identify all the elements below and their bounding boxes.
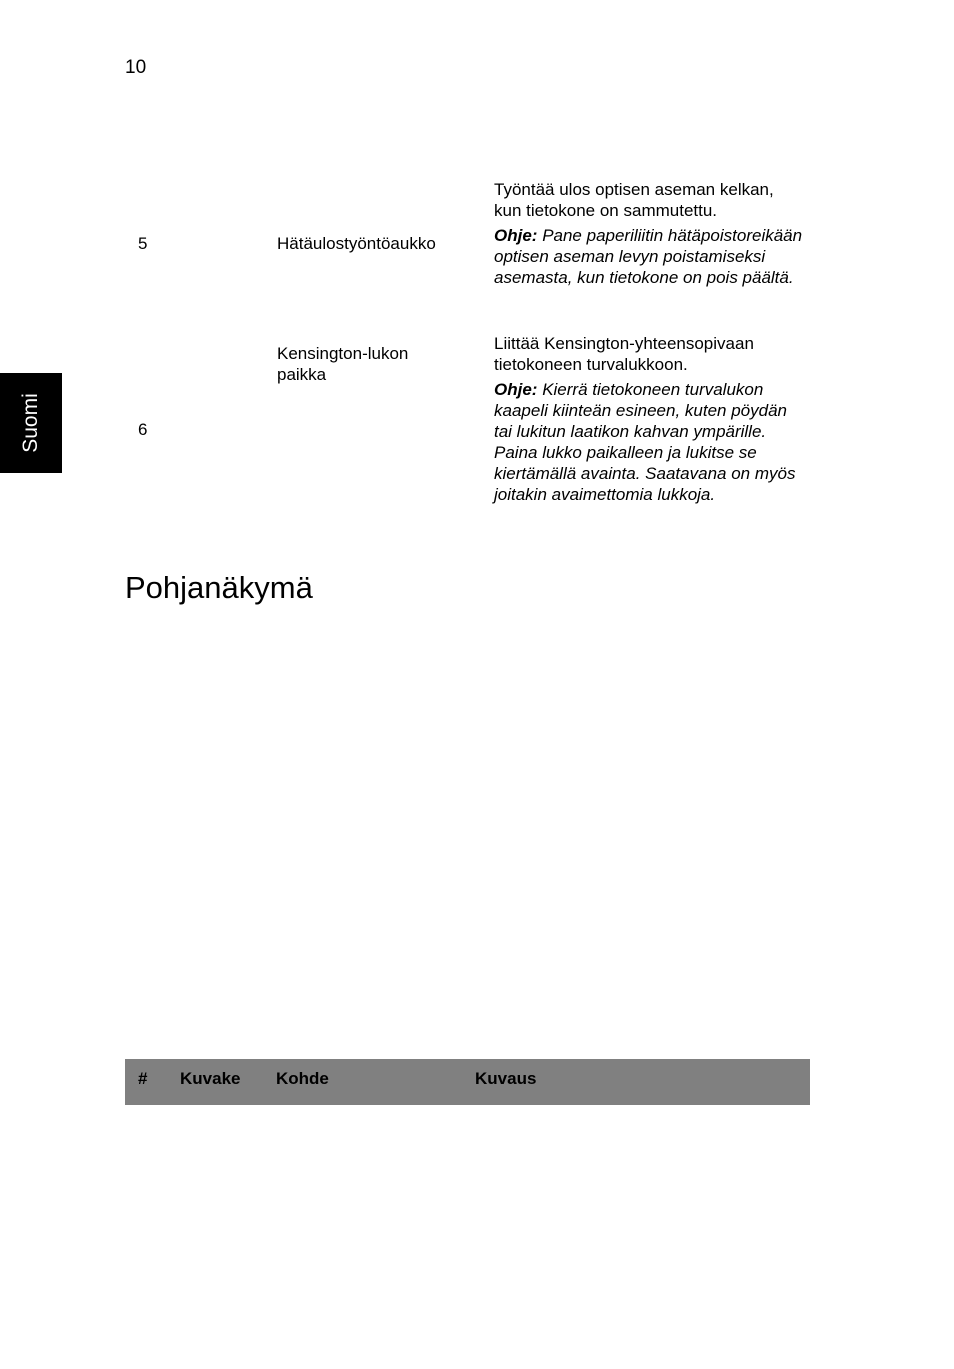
row-5-note [494, 225, 804, 288]
header-icon: Kuvake [180, 1069, 241, 1088]
header-item: Kohde [276, 1069, 329, 1088]
row-6-note [494, 379, 804, 505]
row-6-description-block [494, 333, 804, 505]
language-tab-label: Suomi [19, 393, 42, 453]
row-6-note-text: Kierrä tietokoneen turvalukon kaapeli kiinteän esineen, kuten pöydän tai lukitun laatikon kahvan ympärille. Paina lukko paikalleen ja lukitse se kiertämällä avainta. Saatavana on myös joitakin avaimettomia lukkoja. [494, 380, 796, 504]
row-6-number: 6 [138, 420, 148, 439]
row-5-number: 5 [138, 234, 148, 253]
row-6-description: Liittää Kensington-yhteensopivaan tietokoneen turvalukkoon. [494, 334, 754, 374]
page-number: 10 [125, 57, 147, 78]
header-number: # [138, 1069, 148, 1088]
row-5-note-label: Ohje: [494, 226, 538, 245]
section-heading: Pohjanäkymä [125, 570, 313, 605]
row-6-item: Kensington-lukon paikka [277, 344, 409, 384]
row-5-description: Työntää ulos optisen aseman kelkan, kun tietokone on sammutettu. [494, 180, 774, 220]
table-header [125, 1059, 810, 1105]
row-6-note-label: Ohje: [494, 380, 538, 399]
row-5-note-text: Pane paperiliitin hätäpoistoreikään optisen aseman levyn poistamiseksi asemasta, kun tietokone on pois päältä. [494, 226, 803, 287]
language-tab [0, 373, 62, 473]
header-description: Kuvaus [475, 1069, 537, 1088]
row-5-description-block [494, 179, 804, 288]
row-5-item: Hätäulostyöntöaukko [277, 234, 436, 253]
